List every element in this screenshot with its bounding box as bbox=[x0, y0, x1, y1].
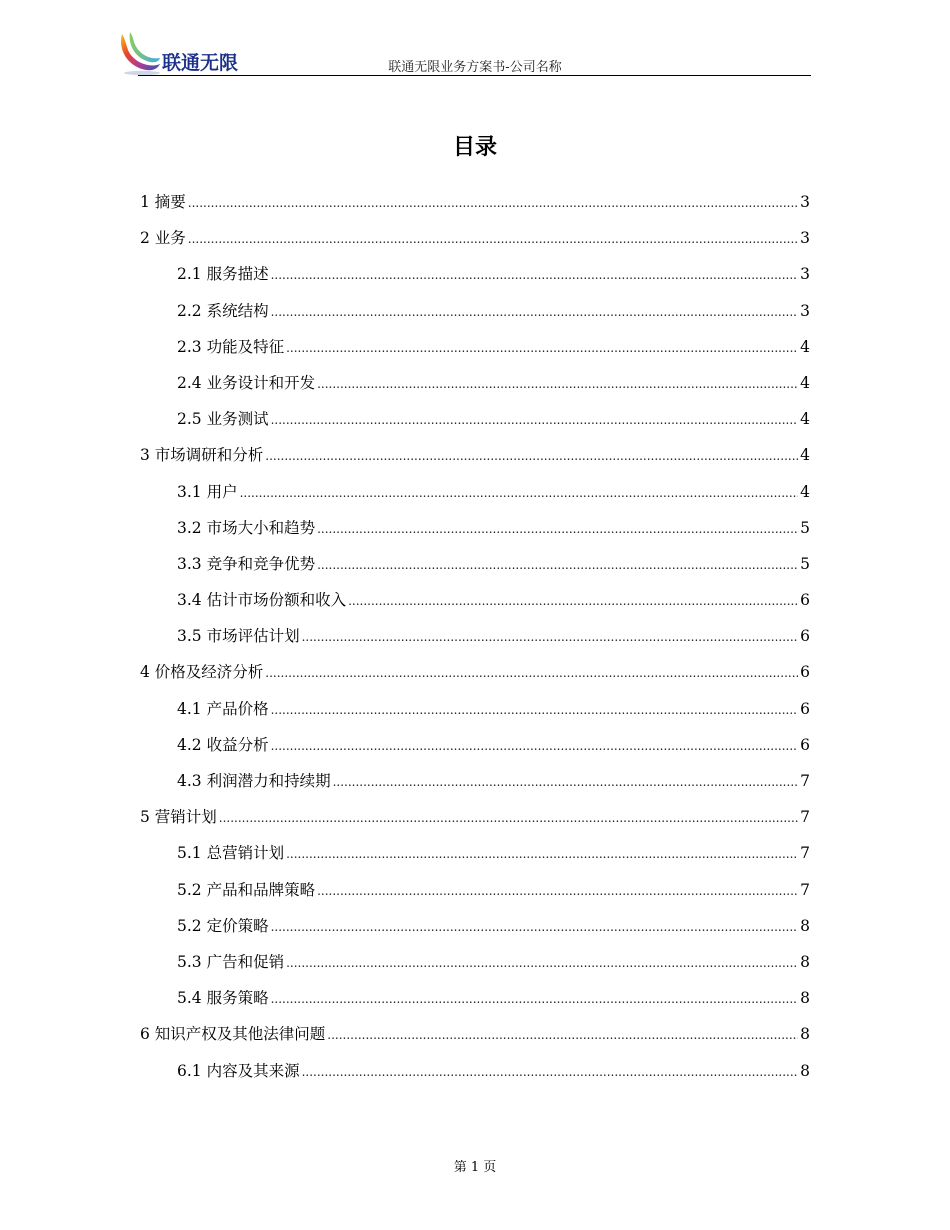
toc-entry-page-number: 8 bbox=[800, 1061, 810, 1080]
toc-entry-label: 3.2 市场大小和趋势 bbox=[177, 518, 316, 537]
toc-entry-label: 4 价格及经济分析 bbox=[140, 663, 264, 682]
toc-dot-leader bbox=[271, 703, 799, 717]
toc-entry-label: 3.3 竞争和竞争优势 bbox=[177, 554, 316, 573]
toc-entry-page-number: 4 bbox=[800, 410, 810, 429]
toc-entry-page-number: 8 bbox=[800, 952, 810, 971]
toc-entry[interactable] bbox=[140, 1059, 810, 1095]
toc-entry[interactable] bbox=[140, 480, 810, 516]
toc-entry-page-number: 8 bbox=[800, 989, 810, 1008]
toc-dot-leader bbox=[348, 594, 798, 608]
toc-entry[interactable] bbox=[140, 950, 810, 986]
table-of-contents bbox=[140, 190, 810, 1095]
toc-entry-label: 5.4 服务策略 bbox=[177, 989, 269, 1008]
toc-entry-page-number: 7 bbox=[800, 808, 810, 827]
toc-dot-leader bbox=[317, 884, 798, 898]
toc-entry-label: 2.3 功能及特征 bbox=[177, 337, 285, 356]
toc-entry-page-number: 6 bbox=[800, 627, 810, 646]
toc-entry-page-number: 6 bbox=[800, 591, 810, 610]
toc-entry-label: 4.1 产品价格 bbox=[177, 699, 269, 718]
toc-entry[interactable] bbox=[140, 371, 810, 407]
toc-entry-page-number: 5 bbox=[800, 518, 810, 537]
toc-entry[interactable] bbox=[140, 299, 810, 335]
toc-entry[interactable] bbox=[140, 190, 810, 226]
toc-entry[interactable] bbox=[140, 697, 810, 733]
toc-entry-page-number: 8 bbox=[800, 1025, 810, 1044]
toc-entry-label: 1 摘要 bbox=[140, 193, 186, 211]
toc-entry-page-number: 3 bbox=[800, 193, 810, 211]
toc-entry-label: 2 业务 bbox=[140, 229, 186, 248]
toc-entry-page-number: 3 bbox=[800, 229, 810, 248]
toc-entry[interactable] bbox=[140, 914, 810, 950]
toc-dot-leader bbox=[317, 377, 798, 391]
toc-dot-leader bbox=[286, 956, 798, 970]
logo-text: 联通无限 bbox=[162, 52, 239, 74]
toc-entry[interactable] bbox=[140, 660, 810, 696]
toc-entry-label: 2.2 系统结构 bbox=[177, 301, 269, 320]
toc-dot-leader bbox=[188, 196, 798, 210]
toc-entry[interactable] bbox=[140, 588, 810, 624]
toc-entry-label: 4.3 利润潜力和持续期 bbox=[177, 772, 331, 790]
toc-dot-leader bbox=[327, 1028, 798, 1042]
toc-dot-leader bbox=[265, 666, 798, 680]
toc-entry[interactable] bbox=[140, 335, 810, 371]
toc-entry[interactable] bbox=[140, 624, 810, 660]
toc-entry[interactable] bbox=[140, 226, 810, 262]
header-title: 联通无限业务方案书-公司名称 bbox=[388, 60, 562, 75]
header-rule bbox=[138, 75, 811, 76]
toc-dot-leader bbox=[333, 775, 799, 789]
toc-entry[interactable] bbox=[140, 407, 810, 443]
toc-entry[interactable] bbox=[140, 443, 810, 479]
toc-entry-page-number: 7 bbox=[800, 880, 810, 899]
toc-entry-label: 5.2 产品和品牌策略 bbox=[177, 880, 316, 899]
toc-entry-label: 4.2 收益分析 bbox=[177, 735, 269, 754]
toc-entry-label: 5.2 定价策略 bbox=[177, 916, 269, 935]
toc-dot-leader bbox=[188, 232, 798, 246]
toc-entry-label: 5.1 总营销计划 bbox=[177, 844, 285, 863]
toc-dot-leader bbox=[271, 920, 799, 934]
toc-dot-leader bbox=[286, 341, 798, 355]
toc-dot-leader bbox=[302, 1065, 799, 1079]
toc-entry-page-number: 6 bbox=[800, 735, 810, 754]
toc-entry[interactable] bbox=[140, 733, 810, 769]
toc-dot-leader bbox=[265, 449, 798, 463]
toc-entry-label: 3.4 估计市场份额和收入 bbox=[177, 591, 347, 610]
toc-entry-label: 6.1 内容及其来源 bbox=[177, 1061, 300, 1080]
toc-dot-leader bbox=[271, 739, 799, 753]
toc-entry-page-number: 6 bbox=[800, 699, 810, 718]
toc-dot-leader bbox=[317, 522, 798, 536]
toc-entry-label: 6 知识产权及其他法律问题 bbox=[140, 1025, 326, 1044]
toc-entry[interactable] bbox=[140, 805, 810, 841]
toc-dot-leader bbox=[271, 992, 799, 1006]
toc-entry-page-number: 8 bbox=[800, 916, 810, 935]
toc-entry-page-number: 3 bbox=[800, 265, 810, 284]
toc-entry-label: 5 营销计划 bbox=[140, 808, 217, 827]
toc-dot-leader bbox=[286, 847, 798, 861]
toc-entry-page-number: 3 bbox=[800, 301, 810, 320]
toc-entry-page-number: 5 bbox=[800, 554, 810, 573]
toc-entry[interactable] bbox=[140, 986, 810, 1022]
toc-entry-label: 2.1 服务描述 bbox=[177, 265, 269, 284]
toc-entry-label: 3 市场调研和分析 bbox=[140, 446, 264, 465]
toc-entry[interactable] bbox=[140, 841, 810, 877]
toc-entry-page-number: 4 bbox=[800, 446, 810, 465]
toc-entry[interactable] bbox=[140, 769, 810, 805]
toc-entry-page-number: 4 bbox=[800, 337, 810, 356]
toc-dot-leader bbox=[302, 630, 799, 644]
toc-dot-leader bbox=[271, 413, 799, 427]
toc-entry-page-number: 6 bbox=[800, 663, 810, 682]
toc-entry-label: 5.3 广告和促销 bbox=[177, 952, 285, 971]
toc-entry-page-number: 4 bbox=[800, 482, 810, 501]
toc-entry-label: 2.4 业务设计和开发 bbox=[177, 373, 316, 392]
toc-dot-leader bbox=[271, 268, 799, 282]
toc-entry[interactable] bbox=[140, 262, 810, 298]
toc-entry-page-number: 7 bbox=[800, 844, 810, 863]
toc-entry-label: 3.5 市场评估计划 bbox=[177, 627, 300, 646]
toc-heading: 目录 bbox=[452, 134, 497, 160]
toc-entry-page-number: 7 bbox=[800, 772, 810, 790]
toc-dot-leader bbox=[240, 486, 799, 500]
toc-dot-leader bbox=[219, 811, 798, 825]
toc-entry-label: 3.1 用户 bbox=[177, 482, 238, 501]
toc-entry-label: 2.5 业务测试 bbox=[177, 410, 269, 429]
toc-entry[interactable] bbox=[140, 552, 810, 588]
toc-entry[interactable] bbox=[140, 878, 810, 914]
toc-entry[interactable] bbox=[140, 1022, 810, 1058]
toc-entry-page-number: 4 bbox=[800, 373, 810, 392]
toc-dot-leader bbox=[317, 558, 798, 572]
toc-dot-leader bbox=[271, 305, 799, 319]
page-footer: 第 1 页 bbox=[453, 1160, 497, 1175]
toc-entry[interactable] bbox=[140, 516, 810, 552]
